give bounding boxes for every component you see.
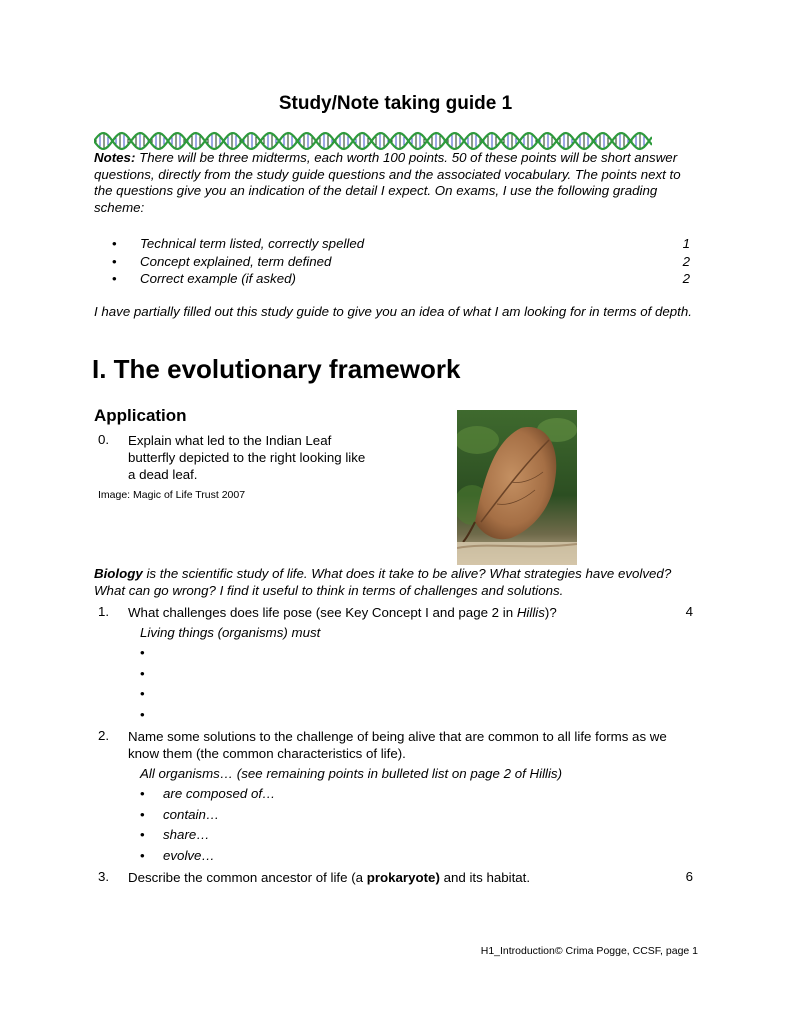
grading-item-points: 2 xyxy=(682,253,690,269)
section-heading: I. The evolutionary framework xyxy=(92,354,461,384)
grading-item-text: Technical term listed, correctly spelled xyxy=(140,236,365,251)
question-points: 6 xyxy=(685,869,693,884)
grading-item-points: 2 xyxy=(682,271,690,286)
bullet-icon: • xyxy=(140,827,145,842)
biology-text: is the scientific study of life. What does it take to be alive? What strategies have evolved? What can go wrong? I find it useful to think in terms of challenges and solutions. xyxy=(94,566,672,598)
q1-text-start: What challenges does life pose (see Key Concept I and page 2 in xyxy=(128,605,517,620)
bullet-icon: • xyxy=(140,686,145,701)
bullet-icon: • xyxy=(112,253,117,269)
partial-fill-note: I have partially filled out this study guide to give you an idea of what I am looking for in terms of depth. xyxy=(94,304,692,319)
question-text: Explain what led to the Indian Leaf butterfly depicted to the right looking like a dead leaf. xyxy=(128,433,366,482)
question-number: 0. xyxy=(98,432,110,447)
q1-lead: Living things (organisms) must xyxy=(140,625,321,640)
bullet-icon: • xyxy=(112,271,117,286)
bullet-icon: • xyxy=(140,707,145,722)
grading-item xyxy=(112,270,690,288)
bullet-icon: • xyxy=(140,666,145,681)
bullet-icon: • xyxy=(140,645,145,660)
notes-text: There will be three midterms, each worth 100 points. 50 of these points will be short answer questions, directly from the study guide questions and the associated vocabulary. The points next to the questions give you an indication of the detail I expect. On exams, I use the following grading scheme: xyxy=(94,150,681,215)
bullet-icon: • xyxy=(140,807,145,822)
question-text: Name some solutions to the challenge of being alive that are common to all life forms as we know them (the common characteristics of life). xyxy=(128,729,667,761)
biology-definition xyxy=(94,566,698,599)
question-points: 4 xyxy=(685,604,693,619)
bullet-icon: • xyxy=(112,236,117,251)
question-number: 3. xyxy=(98,869,110,884)
q2-bullet-text: are composed of… xyxy=(163,786,276,801)
dna-helix-divider xyxy=(94,130,652,152)
grading-item-text: Correct example (if asked) xyxy=(140,271,296,286)
q2-bullet-text: contain… xyxy=(163,807,220,822)
q2-bullet-text: evolve… xyxy=(163,848,215,863)
bullet-icon: • xyxy=(140,848,145,863)
notes-label: Notes: xyxy=(94,150,136,165)
question-text xyxy=(128,604,648,621)
leaf-butterfly-photo xyxy=(457,410,577,565)
subheading-application: Application xyxy=(94,406,187,425)
grading-item xyxy=(112,253,690,271)
question-number: 2. xyxy=(98,728,110,743)
q3-text-start: Describe the common ancestor of life (a xyxy=(128,870,367,885)
page-title: Study/Note taking guide 1 xyxy=(278,93,513,114)
q1-text-book: Hillis xyxy=(516,605,545,620)
image-credit: Image: Magic of Life Trust 2007 xyxy=(98,489,246,501)
bullet-icon: • xyxy=(140,786,145,801)
page-footer: H1_Introduction© Crima Pogge, CCSF, page 1 xyxy=(480,945,698,957)
q2-lead: All organisms… (see remaining points in bulleted list on page 2 of Hillis) xyxy=(140,766,563,781)
q2-bullet-text: share… xyxy=(163,827,210,842)
q3-text-end: and its habitat. xyxy=(439,870,531,885)
grading-item-text: Concept explained, term defined xyxy=(140,253,332,269)
notes-paragraph xyxy=(94,150,698,216)
grading-item-points: 1 xyxy=(682,236,690,251)
question-number: 1. xyxy=(98,604,110,619)
q3-text-bold: prokaryote) xyxy=(366,870,440,885)
biology-term: Biology xyxy=(94,566,143,581)
question-text xyxy=(128,869,648,886)
grading-scheme-list xyxy=(112,235,690,288)
grading-item xyxy=(112,235,690,253)
q1-text-end: )? xyxy=(544,605,557,620)
